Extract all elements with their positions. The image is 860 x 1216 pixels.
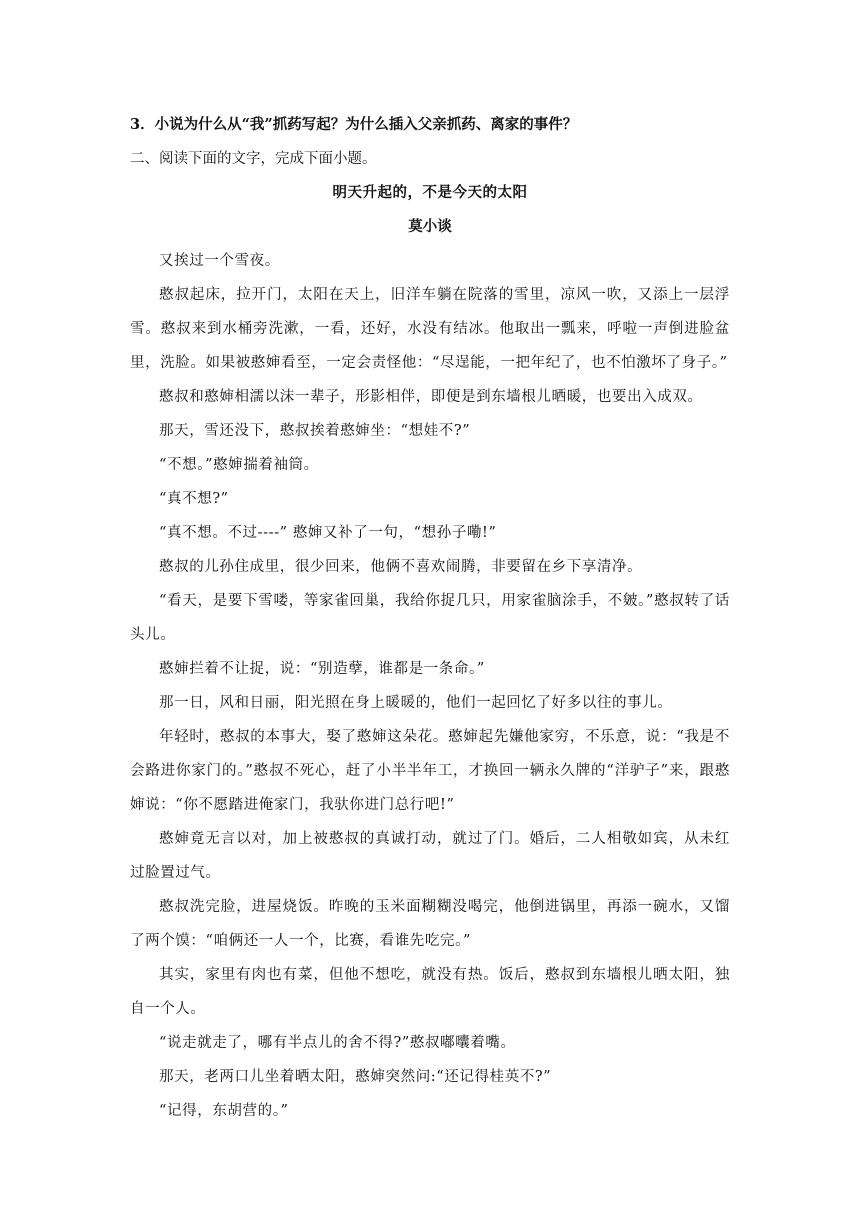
paragraph: 憨叔的儿孙住成里，很少回来，他俩不喜欢闹腾，非要留在乡下享清净。 (159, 559, 643, 575)
paragraph: 其实，家里有肉也有菜，但他不想吃，就没有热。饭后，憨叔到东墙根儿晒太阳，独自一个人。 (130, 967, 730, 1017)
paragraph: 憨叔起床，拉开门，太阳在天上，旧洋车躺在院落的雪里，凉风一吹，又添上一层浮雪。憨叔来到水桶旁洗漱，一看，还好，水没有结冰。他取出一瓢来，呼啦一声倒进脸盆里，洗脸。如果被憨婶看至，一定会责怪他：“尽逞能，一把年纪了，也不怕激坏了身子。” (130, 287, 730, 371)
paragraph: “真不想。不过----” 憨婶又补了一句，“想孙子嘞!” (159, 525, 497, 541)
story-title: 明天升起的，不是今天的太阳 (332, 184, 528, 201)
question-3: 3．小说为什么从“我”抓药写起？为什么插入父亲抓药、离家的事件？ (130, 116, 578, 133)
paragraph: 那天，雪还没下，憨叔挨着憨婶坐：“想娃不?” (159, 423, 471, 439)
paragraph: 憨叔洗完脸，进屋烧饭。昨晚的玉米面糊糊没喝完，他倒进锅里，再添一碗水，又馏了两个馍：“咱俩还一人一个，比赛，看谁先吃完。” (130, 899, 730, 949)
document-page (130, 108, 730, 1128)
paragraph: 那天，老两口儿坐着晒太阳，憨婶突然问:“还记得桂英不?” (159, 1069, 552, 1085)
paragraph: 憨婶拦着不让捉，说：“别造孽，谁都是一条命。” (159, 661, 485, 677)
paragraph: 年轻时，憨叔的本事大，娶了憨婶这朵花。憨婶起先嫌他家穷，不乐意，说：“我是不会路进你家门的。”憨叔不死心，赶了小半半年工，才换回一辆永久牌的“洋驴子”来，跟憨婶说：“你不愿踏进俺家门，我驮你进门总行吧!” (130, 729, 730, 813)
paragraph: “说走就走了，哪有半点儿的舍不得?”憨叔嘟囔着嘴。 (159, 1035, 516, 1051)
paragraph: 憨叔和憨婶相濡以沫一辈子，形影相伴，即便是到东墙根儿晒暖，也要出入成双。 (159, 389, 703, 405)
paragraph: “真不想?” (159, 491, 229, 507)
paragraph: 那一日，风和日丽，阳光照在身上暖暖的，他们一起回忆了好多以往的事儿。 (159, 695, 673, 711)
paragraph: 又挨过一个雪夜。 (159, 253, 280, 269)
paragraph: “记得，东胡营的。” (159, 1103, 289, 1119)
paragraph: “不想。”憨婶揣着袖筒。 (159, 457, 319, 473)
section-heading: 二、阅读下面的文字，完成下面小题。 (130, 151, 377, 167)
paragraph: “看天，是要下雪喽，等家雀回巢，我给你捉几只，用家雀脑涂手，不皴。”憨叔转了话头儿。 (130, 593, 730, 643)
story-author: 莫小谈 (408, 218, 452, 235)
paragraph: 憨婶竟无言以对，加上被憨叔的真诚打动，就过了门。婚后，二人相敬如宾，从未红过脸置过气。 (130, 831, 730, 881)
